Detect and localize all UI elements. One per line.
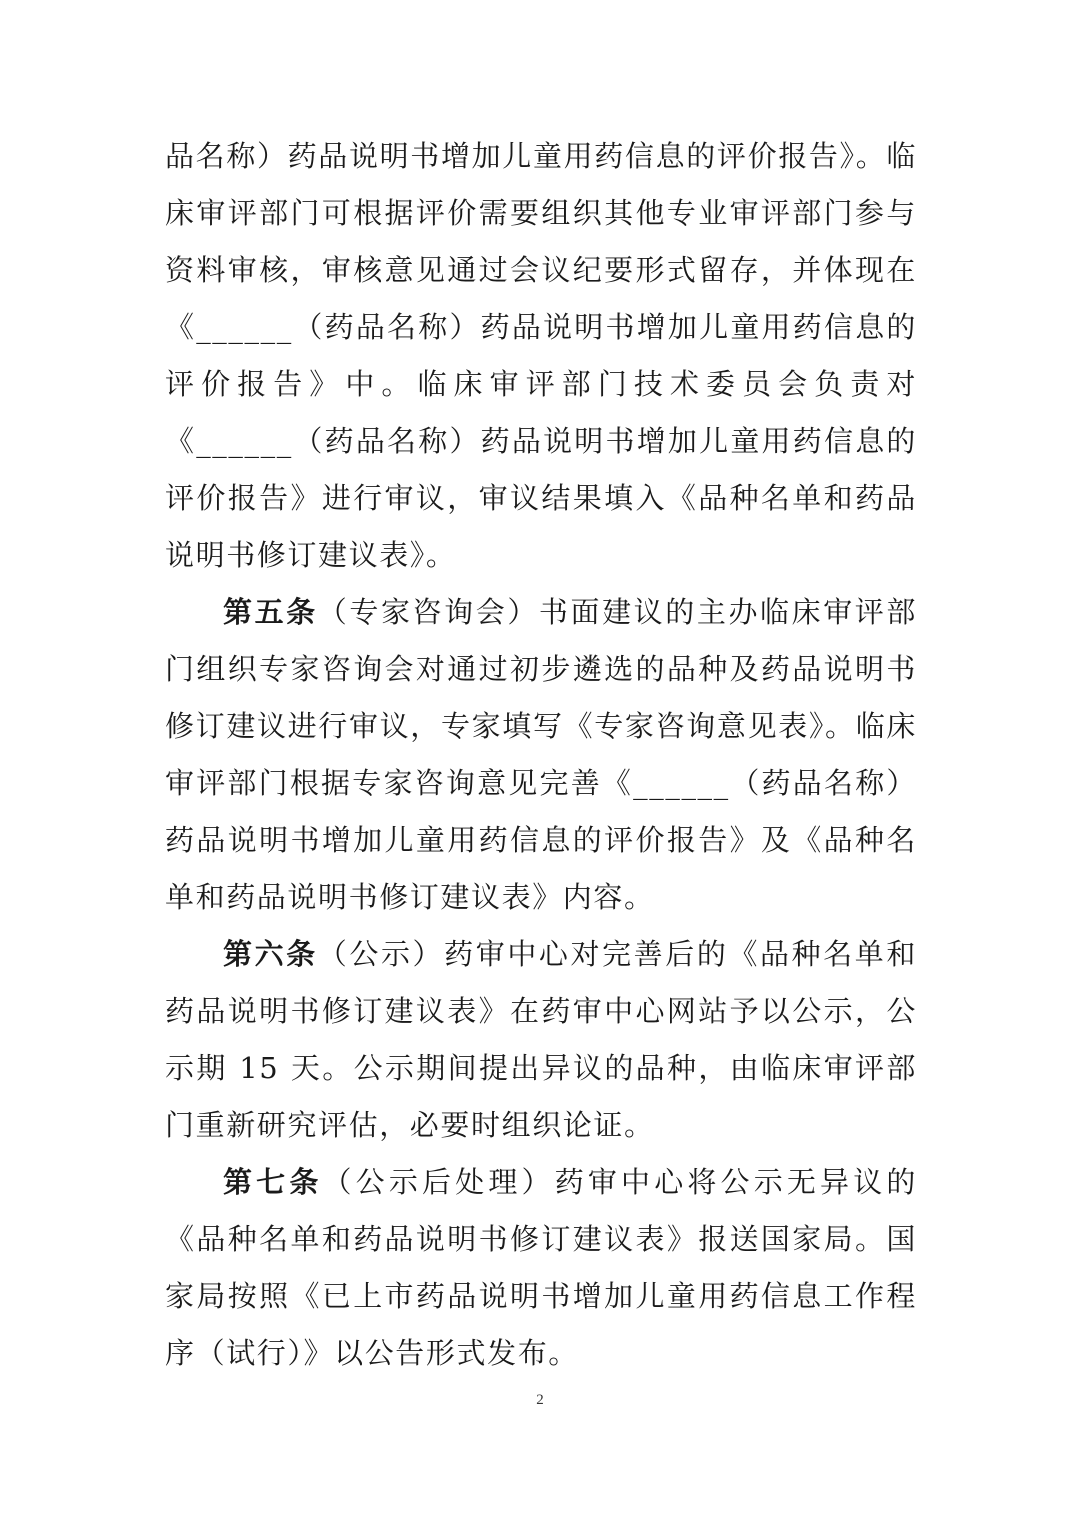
continuation-text: 品名称）药品说明书增加儿童用药信息的评价报告》。临床审评部门可根据评价需要组织其他专业审评部门参与资料审核，审核意见通过会议纪要形式留存，并体现在《______（药品名称）药品说明书增加儿童用药信息的评价报告》中。临床审评部门技术委员会负责对《______（药品名称）药品说明书增加儿童用药信息的评价报告》进行审议，审议结果填入《品种名单和药品说明书修订建议表》。: [165, 139, 917, 572]
article-6-number: 第六条: [223, 937, 318, 971]
article-5-text: （专家咨询会）书面建议的主办临床审评部门组织专家咨询会对通过初步遴选的品种及药品说明书修订建议进行审议，专家填写《专家咨询意见表》。临床审评部门根据专家咨询意见完善《______（药品名称）药品说明书增加儿童用药信息的评价报告》及《品种名单和药品说明书修订建议表》内容。: [165, 595, 917, 914]
article-7-text: （公示后处理）药审中心将公示无异议的《品种名单和药品说明书修订建议表》报送国家局。国家局按照《已上市药品说明书增加儿童用药信息工作程序（试行）》以公告形式发布。: [165, 1165, 917, 1370]
article-7: [165, 1154, 917, 1382]
article-5-number: 第五条: [223, 595, 318, 629]
body-text: [165, 128, 917, 1382]
article-7-number: 第七条: [223, 1165, 323, 1199]
page-number: 2: [536, 1392, 544, 1408]
continuation-paragraph: [165, 128, 917, 584]
article-5: [165, 584, 917, 926]
article-6-text: （公示）药审中心对完善后的《品种名单和药品说明书修订建议表》在药审中心网站予以公示，公示期 15 天。公示期间提出异议的品种，由临床审评部门重新研究评估，必要时组织论证。: [165, 937, 917, 1142]
article-6: [165, 926, 917, 1154]
